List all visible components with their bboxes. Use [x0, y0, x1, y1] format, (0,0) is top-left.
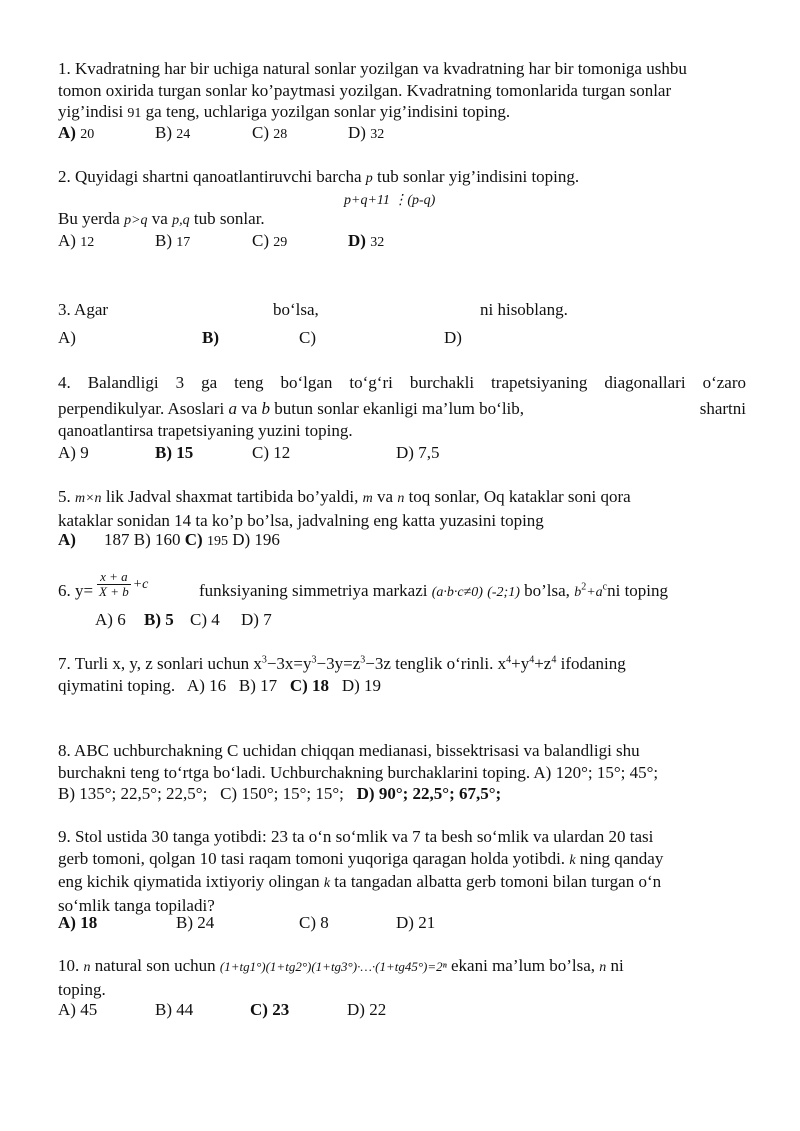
var-k: k: [569, 852, 576, 868]
problem-3-option-d[interactable]: D): [444, 328, 462, 347]
problem-1-line-3: [58, 101, 746, 125]
problem-9: [58, 826, 746, 916]
fraction-numerator: x + a: [97, 570, 131, 585]
text: 7. Turli x, y, z sonlari uchun x: [58, 654, 262, 673]
option-value: 24: [176, 127, 191, 142]
text: ning qanday: [575, 848, 664, 868]
problem-6-option-d[interactable]: D) 7: [241, 610, 272, 629]
problem-9-line-4: so‘mlik tanga topiladi?: [58, 895, 215, 915]
problem-9-option-d[interactable]: [396, 912, 435, 934]
problem-1-line-3-rest: ga teng, uchlariga yozilgan sonlar yig’indisini toping.: [141, 102, 511, 121]
problem-6: [58, 570, 746, 610]
problem-4-line-2-left: [58, 398, 524, 420]
tangent-product-formula: (1+tg1°)(1+tg2°)(1+tg3°)·…·(1+tg45°)=2ⁿ: [219, 959, 447, 974]
text: ekani ma’lum bo’lsa,: [446, 956, 600, 975]
text: va: [236, 399, 262, 418]
option-letter: B): [155, 231, 172, 250]
problem-3: [58, 299, 746, 321]
option-letter: A): [58, 231, 76, 250]
problem-8-line-3: [58, 783, 746, 805]
problem-10-option-a[interactable]: [58, 999, 97, 1021]
problem-10-option-d[interactable]: [347, 999, 386, 1021]
problem-3-bolsa: bo‘lsa,: [273, 300, 319, 319]
problem-6-option-b[interactable]: B) 5: [144, 610, 174, 629]
var-b: b: [574, 585, 582, 600]
divisibility-formula: p+q+11 ⋮(p-q): [344, 193, 436, 208]
problem-7-option-c[interactable]: C) 18: [289, 675, 330, 695]
problem-6-prefix: 6. y=: [58, 581, 94, 600]
problem-4-option-a[interactable]: [58, 442, 89, 464]
option-value: 12: [80, 235, 95, 250]
center-point: (-2;1): [487, 585, 520, 600]
option-value: 195: [206, 534, 228, 549]
text: eng kichik qiymatida ixtiyoriy olingan: [58, 872, 324, 891]
text: bo’lsa,: [519, 581, 575, 600]
option-letter: B): [176, 913, 193, 932]
problem-1-option-a[interactable]: [58, 122, 94, 146]
condition: (a·b·c≠0): [431, 585, 483, 600]
problem-10-line-2: toping.: [58, 979, 106, 999]
problem-8-option-d[interactable]: D) 90°; 22,5°; 67,5°;: [356, 784, 502, 803]
problem-5-line-1: [58, 486, 746, 510]
option-value: 23: [272, 1000, 290, 1019]
problem-6-text: [199, 580, 668, 604]
exponent: c: [602, 581, 608, 593]
exponent: 4: [551, 654, 557, 666]
option-letter: D): [396, 443, 414, 462]
option-values[interactable]: 187 B) 160: [104, 530, 181, 549]
problem-9-line-3: [58, 871, 746, 895]
vars-pq: p,q: [172, 213, 190, 228]
text: butun sonlar ekanligi ma’lum bo‘lib,: [270, 399, 525, 418]
exponent: 3: [311, 654, 317, 666]
problem-2-option-d[interactable]: [348, 230, 384, 254]
problem-6-options: [58, 609, 746, 631]
text: gerb tomoni, qolgan 10 tasi raqam tomoni yuqoriga qaragan holda yotibdi.: [58, 848, 570, 868]
text: −3z tenglik o‘rinli. x: [365, 654, 507, 673]
option-value: 17: [176, 235, 191, 250]
problem-2-line-3: [58, 208, 746, 232]
problem-7-line-2: [58, 675, 746, 697]
plus-a: +a: [586, 585, 603, 600]
option-letter: A): [58, 913, 76, 932]
problem-9-option-b[interactable]: [176, 912, 214, 934]
var-m: m: [362, 491, 373, 506]
option-value: 32: [370, 127, 385, 142]
problem-6-option-a[interactable]: A) 6: [95, 610, 126, 629]
option-value: 29: [273, 235, 288, 250]
option-value: 28: [273, 127, 288, 142]
problem-4: [58, 372, 746, 394]
option-value: 8: [320, 913, 329, 932]
option-letter: A): [58, 1000, 76, 1019]
problem-1-option-b[interactable]: [155, 122, 190, 146]
var-a: a: [228, 399, 237, 418]
option-letter: A): [58, 443, 76, 462]
problem-4-option-b[interactable]: [155, 442, 193, 464]
problem-3-hisoblang: ni hisoblang.: [480, 300, 568, 319]
problem-2-option-c[interactable]: [252, 230, 287, 254]
option-value: 7,5: [418, 443, 440, 462]
problem-4-line-1: 4. Balandligi 3 ga teng bo‘lgan to‘g‘ri burchakli trapetsiyaning diagonallari o‘zaro: [58, 373, 746, 392]
problem-1: [58, 58, 746, 125]
problem-1-options: [58, 122, 746, 144]
problem-1-sum-value: 91: [127, 106, 142, 121]
text: −3x=y: [266, 654, 312, 673]
text: funksiyaning simmetriya markazi: [199, 581, 432, 600]
problem-10: [58, 955, 746, 1000]
problem-4-option-c[interactable]: [252, 442, 290, 464]
problem-4-line-3-text: qanoatlantirsa trapetsiyaning yuzini toping.: [58, 421, 353, 440]
problem-1-line-3-text: yig’indisi: [58, 102, 128, 121]
text: ifodaning: [556, 654, 626, 673]
option-letter: D): [348, 123, 366, 142]
problem-4-options: [58, 442, 746, 464]
text: 5.: [58, 487, 75, 506]
problem-2: [58, 166, 746, 190]
option-letter: D): [347, 1000, 365, 1019]
option-letter: C): [252, 123, 269, 142]
problem-9-option-a[interactable]: [58, 912, 97, 934]
problem-9-options: [58, 912, 746, 934]
text: ni: [606, 956, 624, 975]
text: 10.: [58, 956, 84, 975]
problem-2-option-b[interactable]: [155, 230, 190, 254]
option-value: 45: [80, 1000, 98, 1019]
problem-4-option-d[interactable]: [396, 442, 439, 464]
text: lik Jadval shaxmat tartibida bo’yaldi,: [101, 487, 363, 506]
option-value: 18: [80, 913, 98, 932]
text: Bu yerda: [58, 209, 125, 228]
problem-3-agar: 3. Agar: [58, 300, 109, 319]
text: va: [372, 487, 398, 506]
problem-3-options: [58, 327, 746, 349]
problem-9-line-2: [58, 848, 746, 872]
exponent: 3: [261, 654, 267, 666]
option-letter: C): [252, 231, 269, 250]
text: qiymatini toping. A) 16 B) 17: [58, 675, 290, 695]
option-value: 12: [273, 443, 291, 462]
problem-10-option-c[interactable]: [250, 999, 289, 1021]
problem-4-line-3: [58, 420, 746, 442]
option-letter: C): [250, 1000, 268, 1019]
option-letter: C): [299, 913, 316, 932]
problem-6-fraction: [97, 570, 148, 599]
var-b: b: [261, 399, 270, 418]
problem-1-option-d[interactable]: [348, 122, 384, 146]
text: −3y=z: [316, 654, 361, 673]
problem-2-condition: [58, 208, 746, 232]
exponent: 3: [360, 654, 366, 666]
problem-8: [58, 740, 746, 805]
var-n: n: [599, 960, 607, 975]
problem-7: [58, 653, 746, 696]
option-value: 32: [370, 235, 385, 250]
option-letter: A): [58, 123, 76, 142]
exponent: 4: [506, 654, 512, 666]
problem-2-option-a[interactable]: [58, 230, 94, 254]
var-p: p: [365, 171, 373, 186]
problem-6-option-c[interactable]: C) 4: [190, 610, 220, 629]
exponent: 2: [581, 581, 587, 593]
problem-8-line-2: burchakni teng to‘rtga bo‘ladi. Uchburchakning burchaklarini toping. A) 120°; 15°; 45°;: [58, 762, 659, 782]
problem-10-line-1: [58, 955, 746, 979]
option-letter: C): [252, 443, 269, 462]
option-value: 20: [80, 127, 95, 142]
cond-p-gt-q: p>q: [124, 213, 148, 228]
plus-c: +c: [132, 577, 149, 593]
problem-5-options: [58, 529, 746, 551]
problem-7-line-1: [58, 653, 746, 675]
option-letter: D): [396, 913, 414, 932]
problem-1-line-1: 1. Kvadratning har bir uchiga natural sonlar yozilgan va kvadratning har bir tomoniga ushbu: [58, 59, 687, 78]
fraction-denominator: X + b: [99, 584, 129, 599]
option-value: 22: [369, 1000, 387, 1019]
option-letter: B): [155, 1000, 172, 1019]
problem-3-option-a[interactable]: A): [58, 328, 76, 347]
var-k: k: [323, 876, 331, 891]
problem-1-line-2: tomon oxirida turgan sonlar ko’paytmasi yozilgan. Kvadratning tomonlarida turgan sonlar: [58, 80, 672, 100]
var-n: n: [83, 960, 91, 975]
option-letter: D): [348, 231, 366, 250]
text: natural son uchun: [90, 956, 220, 975]
problem-2-text: 2. Quyidagi shartni qanoatlantiruvchi barcha: [58, 167, 366, 186]
text: va: [147, 209, 173, 228]
option-value: 44: [176, 1000, 194, 1019]
problem-2-text-rest: tub sonlar yig’indisini toping.: [372, 167, 580, 186]
var-n: n: [397, 491, 405, 506]
problem-9-line-1: 9. Stol ustida 30 tanga yotibdi: 23 ta o‘n so‘mlik va 7 ta besh so‘mlik va ulardan 20 tasi: [58, 827, 654, 846]
text: toq sonlar, Oq kataklar soni qora: [404, 487, 631, 506]
problem-2-line-1: [58, 166, 746, 190]
option-value: 9: [80, 443, 89, 462]
var-mxn: m×n: [75, 491, 102, 506]
problem-7-option-d[interactable]: D) 19: [329, 675, 382, 695]
option-value: 15: [176, 443, 194, 462]
problem-4-shartni: shartni: [699, 399, 746, 418]
problem-1-option-c[interactable]: [252, 122, 287, 146]
problem-10-options: [58, 999, 746, 1021]
exponent: 4: [529, 654, 535, 666]
problem-5-line-2: kataklar sonidan 14 ta ko’p bo’lsa, jadvalning eng katta yuzasini toping: [58, 510, 544, 530]
text: +z: [534, 654, 552, 673]
problem-4-line-2: [58, 398, 746, 420]
text: ni toping: [607, 581, 669, 600]
problem-3-option-b[interactable]: B): [202, 328, 219, 347]
option-value: 21: [418, 913, 436, 932]
option-letter: B): [155, 123, 172, 142]
problem-8-line-1: 8. ABC uchburchakning C uchidan chiqqan medianasi, bissektrisasi va balandligi shu: [58, 741, 640, 760]
problem-10-option-b[interactable]: [155, 999, 193, 1021]
option-letter: B): [155, 443, 172, 462]
text: +y: [511, 654, 530, 673]
fraction: [97, 570, 131, 599]
problem-5-options-rest: [104, 529, 280, 553]
text: ta tangadan albatta gerb tomoni bilan turgan o‘n: [330, 872, 662, 891]
problem-5-option-d[interactable]: D) 196: [232, 530, 280, 549]
option-value: 24: [197, 913, 215, 932]
problem-2-options: [58, 230, 746, 252]
text: B) 135°; 22,5°; 22,5°; C) 150°; 15°; 15°;: [58, 784, 357, 803]
text: perpendikulyar. Asoslari: [58, 399, 229, 418]
problem-3-option-c[interactable]: C): [299, 328, 316, 347]
problem-5-option-c[interactable]: C): [184, 530, 203, 549]
problem-5-option-a[interactable]: A): [58, 530, 76, 549]
problem-9-option-c[interactable]: [299, 912, 329, 934]
problem-5: [58, 486, 746, 531]
text: tub sonlar.: [189, 209, 265, 228]
